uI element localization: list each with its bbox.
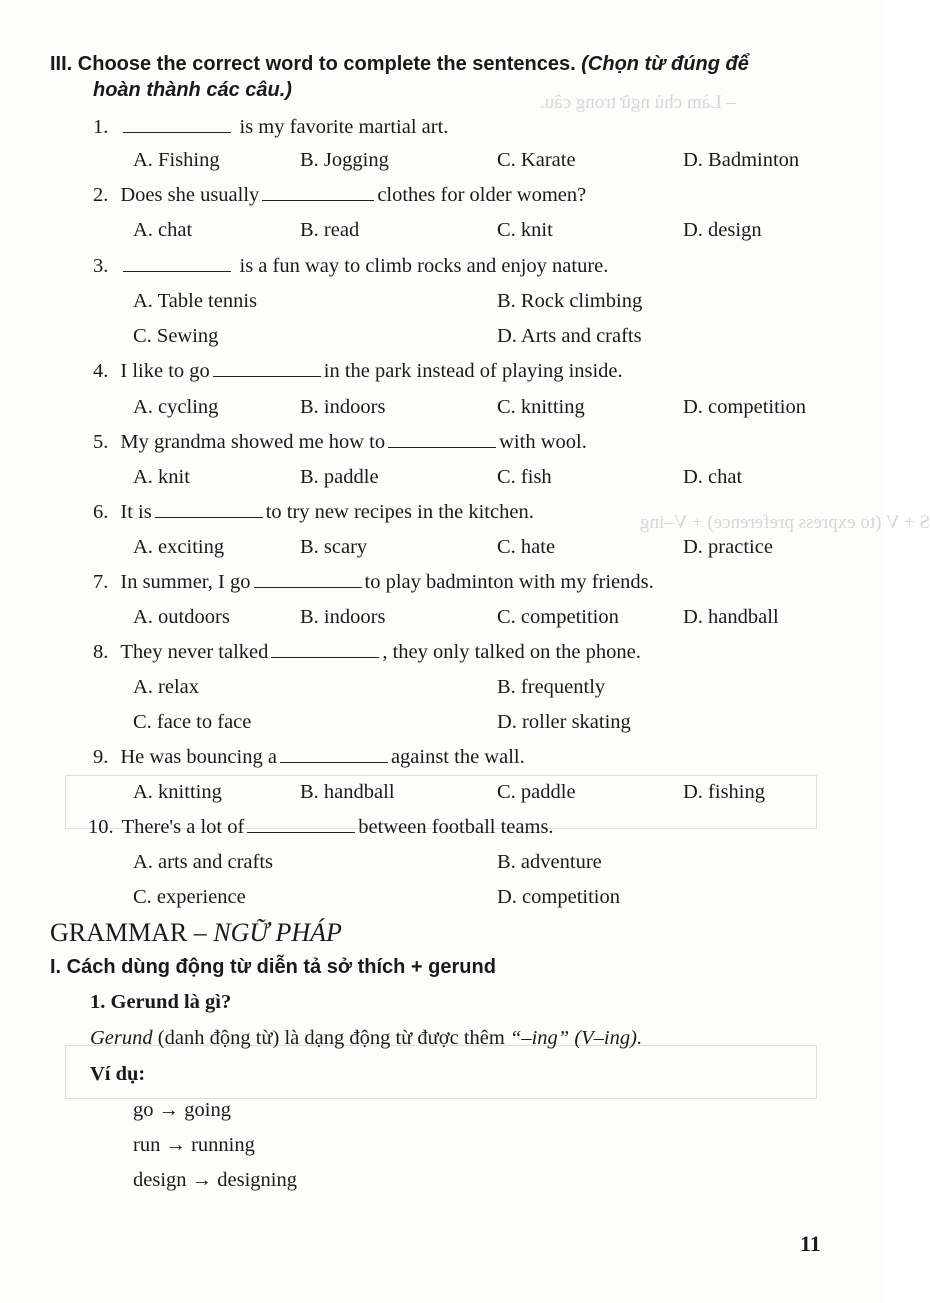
gerund-question: 1. Gerund là gì? — [90, 991, 232, 1013]
option: B. frequently — [497, 676, 606, 698]
option: A. arts and crafts — [133, 851, 274, 873]
option: A. exciting — [133, 536, 225, 558]
option: C. knitting — [497, 396, 585, 418]
question-2: 2. Does she usually clothes for older women? — [93, 184, 587, 206]
example: run → running — [133, 1134, 255, 1156]
option: B. paddle — [300, 466, 379, 488]
option: B. indoors — [300, 606, 386, 628]
option: D. design — [683, 219, 762, 241]
question-7: 7. In summer, I go to play badminton with my friends. — [93, 571, 654, 593]
option: C. knit — [497, 219, 553, 241]
option: B. Jogging — [300, 149, 389, 171]
section-heading-cont: hoàn thành các câu.) — [93, 79, 292, 101]
option: C. face to face — [133, 711, 252, 733]
option: A. cycling — [133, 396, 219, 418]
option: B. read — [300, 219, 360, 241]
option: C. competition — [497, 606, 619, 628]
option: C. Sewing — [133, 325, 219, 347]
question-5: 5. My grandma showed me how to with wool. — [93, 431, 587, 453]
option: B. scary — [300, 536, 368, 558]
option: C. hate — [497, 536, 556, 558]
section-heading: III. Choose the correct word to complete the sentences. (Chọn từ đúng để — [50, 53, 749, 75]
option: C. Karate — [497, 149, 576, 171]
option: D. chat — [683, 466, 743, 488]
option: A. relax — [133, 676, 200, 698]
option: C. experience — [133, 886, 246, 908]
question-3: 3. is a fun way to climb rocks and enjoy nature. — [93, 255, 609, 277]
textbook-page: – Làm chủ ngữ trong câu. S + V (to express preference) + V–ing III. Choose the correct word to complete the sentences. (Chọn từ đúng để hoàn thành các câu.) 1. is my favorite martial art. A. Fishing B. Jogging C. Karate D. Badminton 2. Does she usually clothes for older women? A. chat B. read C. knit D. design 3. is a fun way to climb rocks and enjoy nature. A. Table tennis B. Rock climbing C. Sewing D. Arts and crafts 4. I like to go in the park instead of playing inside. A. cycling B. indoors C. knitting D. competition 5. My grandma showed me how to with wool. A. knit B. paddle C. fish D. chat 6. It is to try new recipes in the kitchen. A. exciting B. scary C. hate D. practice 7. In summer, I go to play badminton with my friends. A. outdoors B. indoors C. competition D. handball 8. They never talked , they only talked on the phone. A. relax B. frequently C. face to face D. roller skating 9. He was bouncing a against the wall. A. knitting B. handball C. paddle D. fishing 10. There's a lot of between football teams. A. arts and crafts B. adventure C. experience D. competition GRAMMAR – NGỮ PHÁP I. Cách dùng động từ diễn tả sở thích + gerund 1. Gerund là gì? Gerund (danh động từ) là dạng động từ được thêm “–ing” (V–ing). Ví dụ: go → going run → running design → designing 11 — [0, 0, 884, 1303]
option: A. knitting — [133, 781, 222, 803]
question-4: 4. I like to go in the park instead of playing inside. — [93, 360, 623, 382]
page-number: 11 — [800, 1231, 821, 1256]
option: A. outdoors — [133, 606, 230, 628]
option: B. Rock climbing — [497, 290, 643, 312]
option: A. Fishing — [133, 149, 220, 171]
bleed-box — [65, 1045, 817, 1099]
option: A. Table tennis — [133, 290, 258, 312]
option: B. indoors — [300, 396, 386, 418]
question-10: 10. There's a lot of between football teams. — [88, 816, 554, 838]
option: D. Badminton — [683, 149, 800, 171]
option: D. handball — [683, 606, 779, 628]
example: go → going — [133, 1099, 231, 1121]
question-9: 9. He was bouncing a against the wall. — [93, 746, 525, 768]
option: B. adventure — [497, 851, 602, 873]
option: D. competition — [497, 886, 620, 908]
question-1: 1. is my favorite martial art. — [93, 116, 449, 138]
gerund-definition: Gerund (danh động từ) là dạng động từ được thêm “–ing” (V–ing). — [90, 1027, 643, 1049]
grammar-heading: GRAMMAR – NGỮ PHÁP — [50, 918, 342, 947]
example-label: Ví dụ: — [90, 1063, 146, 1085]
option: D. practice — [683, 536, 773, 558]
grammar-subheading: I. Cách dùng động từ diễn tả sở thích + gerund — [50, 956, 496, 978]
question-6: 6. It is to try new recipes in the kitchen. — [93, 501, 534, 523]
option: D. competition — [683, 396, 806, 418]
option: B. handball — [300, 781, 395, 803]
option: A. knit — [133, 466, 190, 488]
option: C. fish — [497, 466, 552, 488]
option: A. chat — [133, 219, 193, 241]
option: D. Arts and crafts — [497, 325, 642, 347]
option: D. fishing — [683, 781, 765, 803]
option: D. roller skating — [497, 711, 631, 733]
example: design → designing — [133, 1169, 297, 1191]
option: C. paddle — [497, 781, 576, 803]
question-8: 8. They never talked , they only talked on the phone. — [93, 641, 641, 663]
